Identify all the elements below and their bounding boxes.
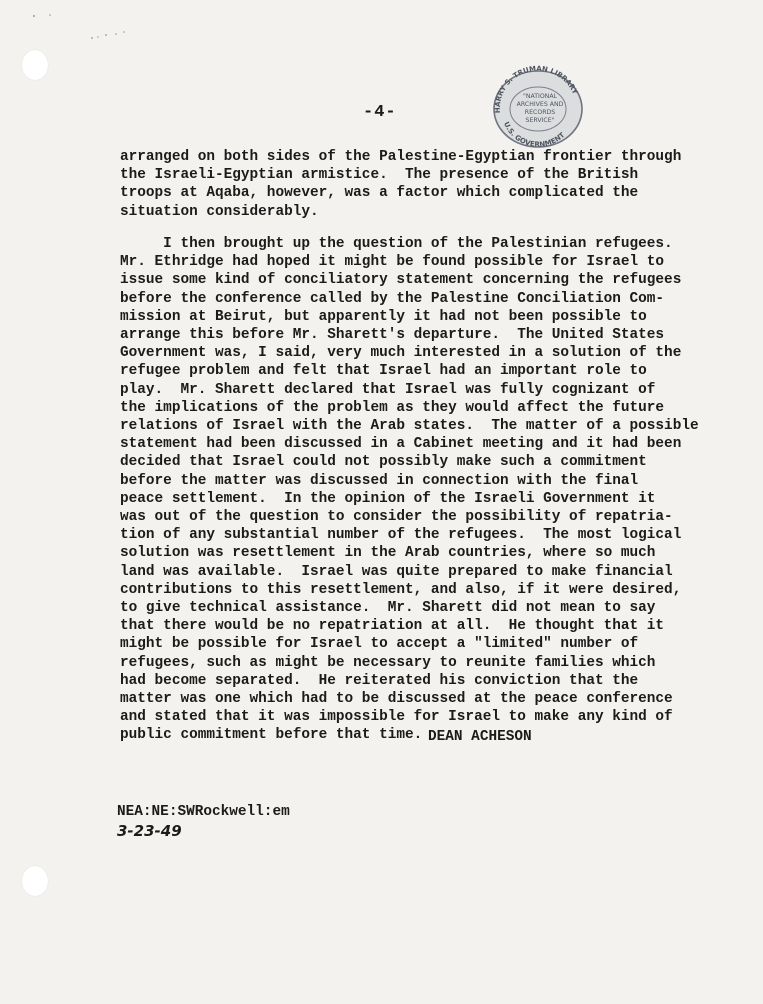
text-line: Mr. Ethridge had hoped it might be found possible for Israel to (120, 254, 665, 271)
text-line: Government was, I said, very much interested in a solution of the (120, 345, 682, 362)
drafting-date: 3-23-49 (117, 822, 182, 840)
svg-text:SERVICE": SERVICE" (525, 117, 555, 124)
text-line: public commitment before that time. (120, 727, 423, 744)
text-line: I then brought up the question of the Palestinian refugees. (120, 236, 673, 252)
svg-text:U.S. GOVERNMENT: U.S. GOVERNMENT (502, 120, 567, 149)
text-line: the implications of the problem as they would affect the future (120, 399, 665, 416)
svg-text:RECORDS: RECORDS (524, 109, 556, 116)
text-line: was out of the question to consider the possibility of repatria- (120, 509, 673, 526)
punch-hole-bottom (22, 866, 48, 896)
text-line: before the conference called by the Palestine Conciliation Com- (120, 290, 665, 307)
signature-block: DEAN ACHESON (428, 729, 532, 745)
text-line: situation considerably. (120, 203, 319, 220)
text-line: troops at Aqaba, however, was a factor which complicated the (120, 185, 639, 202)
text-line: relations of Israel with the Arab states. The matter of a possible (120, 418, 699, 435)
text-line: statement had been discussed in a Cabinet meeting and it had been (120, 436, 682, 453)
text-line: and stated that it was impossible for Israel to make any kind of (120, 709, 673, 726)
text-line: refugees, such as might be necessary to reunite families which (120, 654, 656, 671)
text-line: to give technical assistance. Mr. Sharett did not mean to say (120, 600, 656, 617)
text-line: contributions to this resettlement, and also, if it were desired, (120, 581, 682, 598)
text-line: the Israeli-Egyptian armistice. The presence of the British (120, 167, 639, 184)
text-line: that there would be no repatriation at all. He thought that it (120, 618, 665, 635)
text-line: refugee problem and felt that Israel had an important role to (120, 363, 647, 380)
text-line: before the matter was discussed in connection with the final (120, 472, 639, 489)
text-line: might be possible for Israel to accept a "limited" number of (120, 636, 639, 653)
punch-hole-top (22, 50, 48, 80)
svg-text:"NATIONAL: "NATIONAL (522, 93, 558, 100)
text-line: arrange this before Mr. Sharett's departure. The United States (120, 327, 665, 344)
page-number: -4- (363, 103, 397, 122)
text-line: arranged on both sides of the Palestine-Egyptian frontier through (120, 149, 682, 165)
archive-stamp-icon (486, 65, 590, 149)
text-line: decided that Israel could not possibly make such a commitment (120, 454, 647, 471)
svg-text:ARCHIVES AND: ARCHIVES AND (516, 101, 564, 108)
paper-specks (28, 10, 138, 50)
drafter-initials: NEA:NE:SWRockwell:em (117, 804, 290, 820)
text-line: issue some kind of conciliatory statement concerning the refugees (120, 272, 682, 289)
text-line: had become separated. He reiterated his conviction that the (120, 672, 639, 689)
text-line: mission at Beirut, but apparently it had not been possible to (120, 308, 647, 325)
svg-text:HARRY S. TRUMAN LIBRARY: HARRY S. TRUMAN LIBRARY (493, 65, 579, 114)
paragraph-continuation (120, 148, 680, 221)
text-line: play. Mr. Sharett declared that Israel was fully cognizant of (120, 381, 656, 398)
text-line: solution was resettlement in the Arab countries, where so much (120, 545, 656, 562)
text-line: tion of any substantial number of the refugees. The most logical (120, 527, 682, 544)
text-line: matter was one which had to be discussed at the peace conference (120, 691, 673, 708)
paragraph-refugees (120, 235, 699, 745)
reference-block (117, 803, 290, 841)
text-line: peace settlement. In the opinion of the Israeli Government it (120, 490, 656, 507)
text-line: land was available. Israel was quite prepared to make financial (120, 563, 673, 580)
